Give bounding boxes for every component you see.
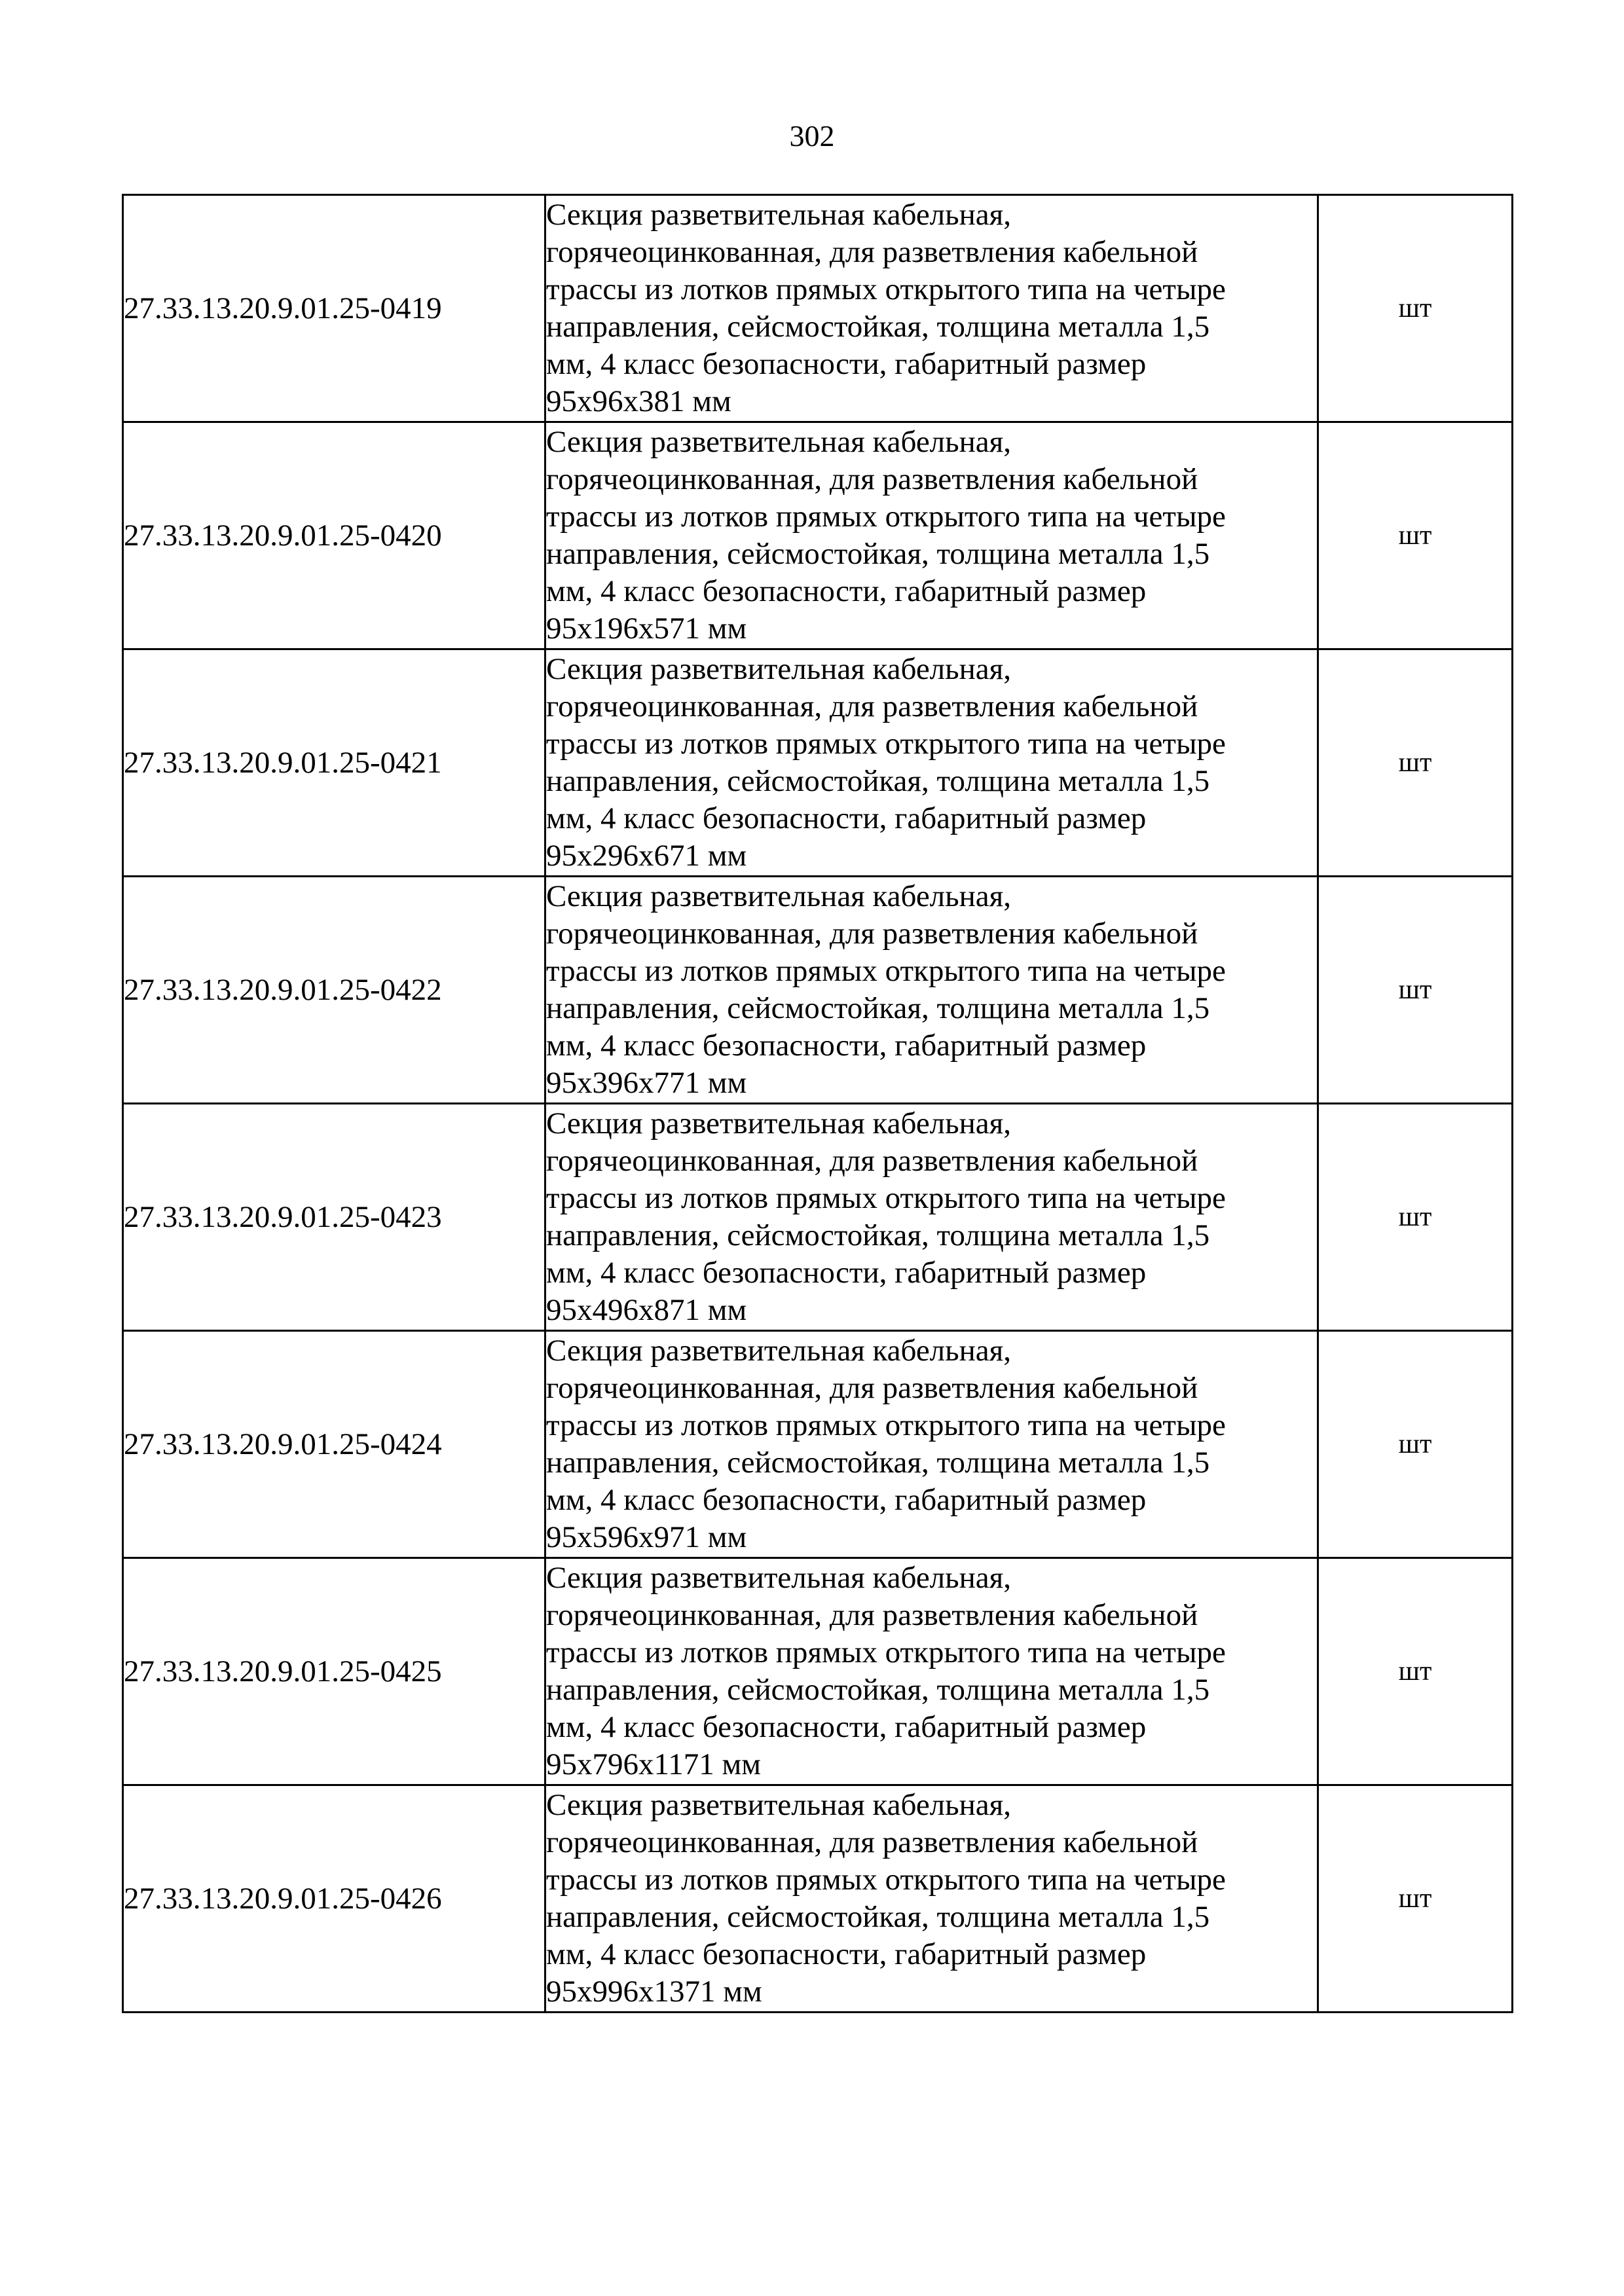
description-line: Секция разветвительная кабельная,	[546, 198, 1011, 232]
row-unit: шт	[1318, 1331, 1513, 1558]
description-line: направления, сейсмостойкая, толщина металла 1,5	[546, 1446, 1210, 1480]
row-code: 27.33.13.20.9.01.25-0419	[123, 195, 545, 422]
row-code: 27.33.13.20.9.01.25-0423	[123, 1104, 545, 1331]
description-line: 95х296х671 мм	[546, 839, 747, 873]
table-row	[123, 649, 1513, 877]
description-line: направления, сейсмостойкая, толщина металла 1,5	[546, 537, 1210, 571]
description-line: горячеоцинкованная, для разветвления кабельной	[546, 1825, 1198, 1859]
description-line: мм, 4 класс безопасности, габаритный размер	[546, 1483, 1147, 1517]
table-row	[123, 1104, 1513, 1331]
row-description	[545, 877, 1318, 1104]
description-line: горячеоцинкованная, для разветвления кабельной	[546, 917, 1198, 951]
table-row	[123, 1331, 1513, 1558]
table-row	[123, 1558, 1513, 1785]
description-line: направления, сейсмостойкая, толщина металла 1,5	[546, 1673, 1210, 1707]
row-code: 27.33.13.20.9.01.25-0425	[123, 1558, 545, 1785]
description-line: 95х596х971 мм	[546, 1520, 747, 1554]
description-line: направления, сейсмостойкая, толщина металла 1,5	[546, 310, 1210, 344]
description-line: 95х796х1171 мм	[546, 1747, 761, 1781]
description-line: трассы из лотков прямых открытого типа на четыре	[546, 272, 1226, 306]
description-line: горячеоцинкованная, для разветвления кабельной	[546, 1144, 1198, 1178]
description-line: 95х96х381 мм	[546, 384, 731, 418]
description-line: горячеоцинкованная, для разветвления кабельной	[546, 235, 1198, 269]
description-line: направления, сейсмостойкая, толщина металла 1,5	[546, 991, 1210, 1025]
description-line: трассы из лотков прямых открытого типа на четыре	[546, 500, 1226, 534]
description-line: мм, 4 класс безопасности, габаритный размер	[546, 574, 1147, 608]
description-line: Секция разветвительная кабельная,	[546, 1561, 1011, 1595]
row-description	[545, 1558, 1318, 1785]
description-line: мм, 4 класс безопасности, габаритный размер	[546, 1937, 1147, 1971]
description-line: мм, 4 класс безопасности, габаритный размер	[546, 801, 1147, 835]
description-line: направления, сейсмостойкая, толщина металла 1,5	[546, 1900, 1210, 1934]
row-description	[545, 1331, 1318, 1558]
row-code: 27.33.13.20.9.01.25-0426	[123, 1785, 545, 2013]
description-line: направления, сейсмостойкая, толщина металла 1,5	[546, 1218, 1210, 1252]
description-line: трассы из лотков прямых открытого типа на четыре	[546, 1408, 1226, 1442]
row-description	[545, 1785, 1318, 2013]
row-code: 27.33.13.20.9.01.25-0422	[123, 877, 545, 1104]
description-line: трассы из лотков прямых открытого типа на четыре	[546, 954, 1226, 988]
description-line: Секция разветвительная кабельная,	[546, 1106, 1011, 1140]
table-row	[123, 422, 1513, 649]
description-line: горячеоцинкованная, для разветвления кабельной	[546, 1371, 1198, 1405]
row-description	[545, 195, 1318, 422]
row-code: 27.33.13.20.9.01.25-0424	[123, 1331, 545, 1558]
description-line: трассы из лотков прямых открытого типа на четыре	[546, 1181, 1226, 1215]
row-code: 27.33.13.20.9.01.25-0420	[123, 422, 545, 649]
description-line: трассы из лотков прямых открытого типа на четыре	[546, 1635, 1226, 1669]
row-unit: шт	[1318, 1785, 1513, 2013]
description-line: мм, 4 класс безопасности, габаритный размер	[546, 1256, 1147, 1290]
description-line: мм, 4 класс безопасности, габаритный размер	[546, 1710, 1147, 1744]
description-line: Секция разветвительная кабельная,	[546, 652, 1011, 686]
row-unit: шт	[1318, 1558, 1513, 1785]
row-unit: шт	[1318, 1104, 1513, 1331]
description-line: Секция разветвительная кабельная,	[546, 1788, 1011, 1822]
row-description	[545, 422, 1318, 649]
description-line: Секция разветвительная кабельная,	[546, 425, 1011, 459]
description-line: мм, 4 класс безопасности, габаритный размер	[546, 1029, 1147, 1063]
row-description	[545, 649, 1318, 877]
description-line: направления, сейсмостойкая, толщина металла 1,5	[546, 764, 1210, 798]
description-line: трассы из лотков прямых открытого типа на четыре	[546, 727, 1226, 761]
description-line: горячеоцинкованная, для разветвления кабельной	[546, 689, 1198, 723]
description-line: мм, 4 класс безопасности, габаритный размер	[546, 347, 1147, 381]
description-line: трассы из лотков прямых открытого типа на четыре	[546, 1863, 1226, 1897]
row-unit: шт	[1318, 649, 1513, 877]
row-unit: шт	[1318, 422, 1513, 649]
description-line: Секция разветвительная кабельная,	[546, 1334, 1011, 1368]
page-number: 302	[789, 119, 835, 153]
spec-table	[122, 194, 1513, 2013]
description-line: 95х196х571 мм	[546, 611, 747, 646]
row-unit: шт	[1318, 877, 1513, 1104]
row-unit: шт	[1318, 195, 1513, 422]
description-line: 95х496х871 мм	[546, 1293, 747, 1327]
table-row	[123, 1785, 1513, 2013]
description-line: горячеоцинкованная, для разветвления кабельной	[546, 462, 1198, 496]
table-row	[123, 195, 1513, 422]
table-row	[123, 877, 1513, 1104]
description-line: Секция разветвительная кабельная,	[546, 879, 1011, 913]
description-line: 95х396х771 мм	[546, 1066, 747, 1100]
description-line: 95х996х1371 мм	[546, 1975, 762, 2009]
row-description	[545, 1104, 1318, 1331]
row-code: 27.33.13.20.9.01.25-0421	[123, 649, 545, 877]
spec-table-body	[123, 195, 1513, 2013]
description-line: горячеоцинкованная, для разветвления кабельной	[546, 1598, 1198, 1632]
